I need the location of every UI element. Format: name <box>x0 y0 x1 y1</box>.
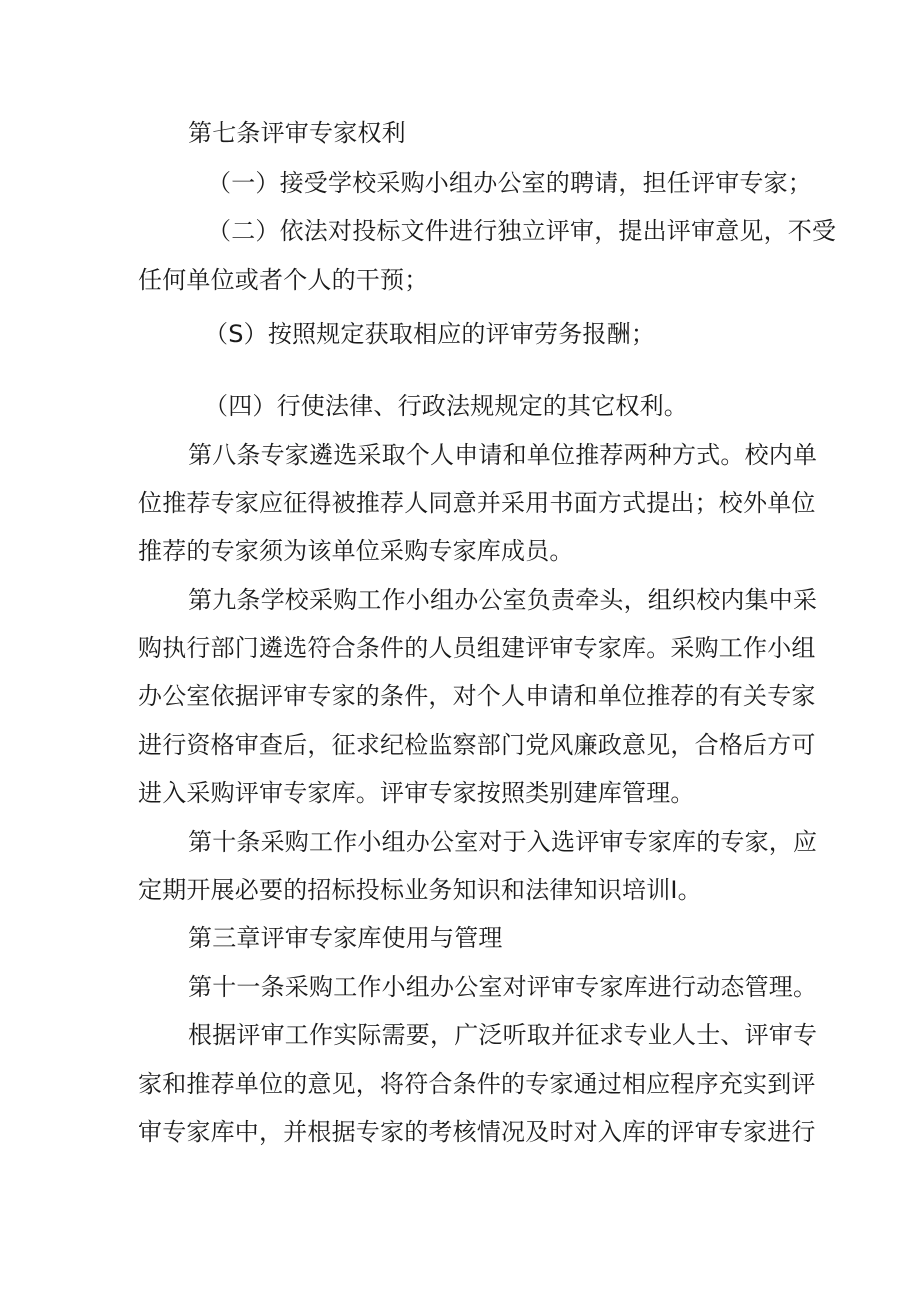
article-8-line-3: 推荐的专家须为该单位采购专家库成员。 <box>138 537 574 565</box>
article-7-heading: 第七条评审专家权利 <box>188 119 406 147</box>
article-9-line-2: 购执行部门遴选符合条件的人员组建评审专家库。采购工作小组 <box>138 634 816 662</box>
article-11-para-2-line-3: 审专家库中，并根据专家的考核情况及时对入库的评审专家进行 <box>138 1118 816 1146</box>
article-7-item-1: （一）接受学校采购小组办公室的聘请，担任评审专家； <box>207 169 812 197</box>
article-10-line-2: 定期开展必要的招标投标业务知识和法律知识培训I。 <box>138 876 702 904</box>
chapter-3-heading: 第三章评审专家库使用与管理 <box>188 924 503 952</box>
article-9-line-1: 第九条学校采购工作小组办公室负责牵头，组织校内集中采 <box>188 586 818 614</box>
article-8-line-1: 第八条专家遴选采取个人申请和单位推荐两种方式。校内单 <box>188 441 818 469</box>
article-7-item-4: （四）行使法律、行政法规规定的其它权利。 <box>204 392 688 420</box>
article-8-line-2: 位推荐专家应征得被推荐人同意并采用书面方式提出；校外单位 <box>138 489 816 517</box>
article-9-line-5: 进入采购评审专家库。评审专家按照类别建库管理。 <box>138 779 695 807</box>
article-11-para-2-line-1: 根据评审工作实际需要，广泛听取并征求专业人士、评审专 <box>188 1021 818 1049</box>
article-10-line-1: 第十条采购工作小组办公室对于入选评审专家库的专家，应 <box>188 828 818 856</box>
article-9-line-3: 办公室依据评审专家的条件，对个人申请和单位推荐的有关专家 <box>138 682 816 710</box>
article-7-item-3: （S）按照规定获取相应的评审劳务报酬； <box>204 320 656 348</box>
article-9-line-4: 进行资格审查后，征求纪检监察部门党风廉政意见，合格后方可 <box>138 731 816 759</box>
article-7-item-2-line-1: （二）依法对投标文件进行独立评审，提出评审意见，不受 <box>207 217 837 245</box>
article-7-item-2-line-2: 任何单位或者个人的干预； <box>138 266 429 294</box>
article-11-line-1: 第十一条采购工作小组办公室对评审专家库进行动态管理。 <box>188 973 818 1001</box>
article-11-para-2-line-2: 家和推荐单位的意见，将符合条件的专家通过相应程序充实到评 <box>138 1070 816 1098</box>
